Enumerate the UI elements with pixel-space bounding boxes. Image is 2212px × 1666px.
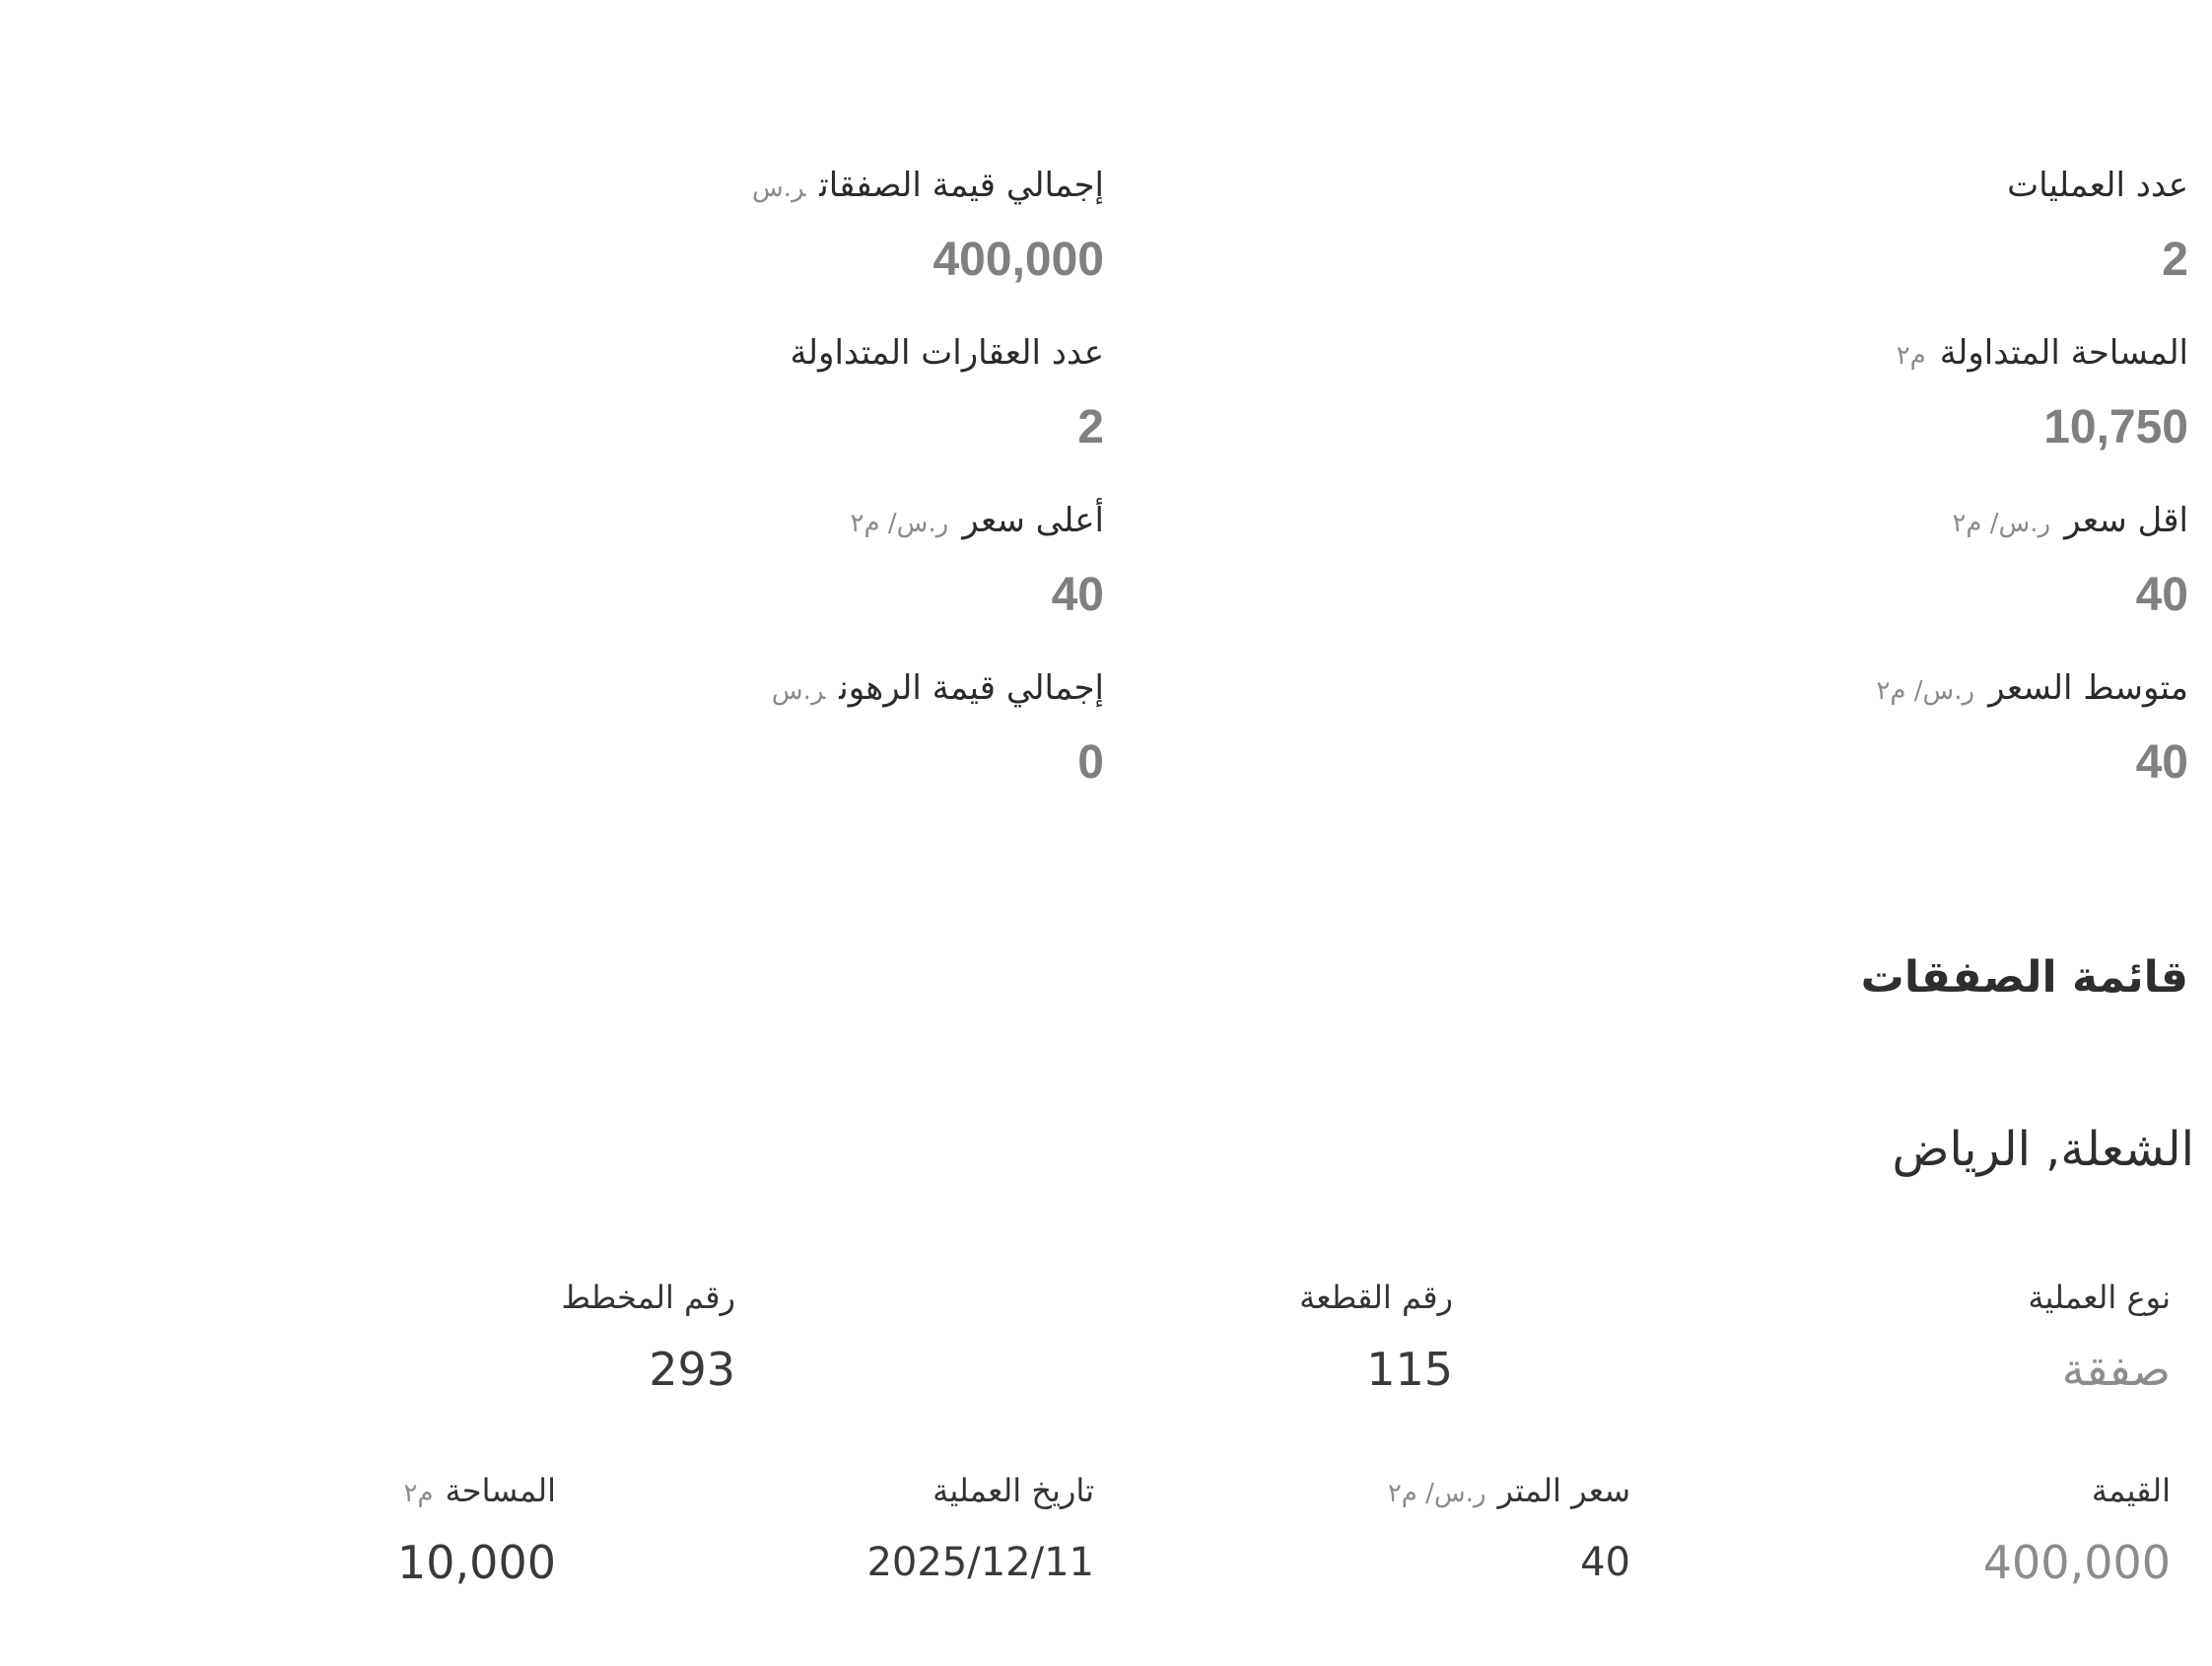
stat-total-deals-value-label [752,164,1104,210]
stat-traded-properties-label [790,331,1104,375]
stat-lowest-price-label [1952,499,2188,545]
deal-price-per-meter-label-text: سعر المتر [1497,1472,1630,1509]
deal-price-per-meter-label [1388,1469,1630,1515]
stat-traded-area-unit: م٢ [1896,341,1926,371]
deal-operation-type-label: نوع العملية [2028,1279,2171,1316]
stat-average-price-label-text: متوسط السعر [1988,668,2188,708]
deal-price-per-meter-unit: ر.س/ م٢ [1387,1479,1486,1508]
deal-value-value: 400,000 [1982,1536,2171,1589]
deal-operation-type-value: صفقة [2061,1343,2171,1396]
stat-average-price-label [1876,666,2188,713]
deal-operation-date-value: 2025/12/11 [866,1540,1094,1585]
stat-operations-count-value: 2 [2162,234,2188,286]
deal-plot-number-label: رقم القطعة [1299,1279,1453,1316]
stat-traded-area-label [1897,331,2188,378]
stat-highest-price-unit: ر.س/ م٢ [850,509,949,538]
deals-section-title: قائمة الصفقات [1860,952,2188,1003]
stat-highest-price-label-text: أعلى سعر [962,501,1104,540]
deal-operation-date-label: تاريخ العملية [933,1472,1094,1509]
deal-area-label-text: المساحة [445,1472,556,1509]
stat-total-deals-value-label-text: إجمالي قيمة الصفقات [819,166,1104,205]
stat-lowest-price-value: 40 [2135,569,2188,621]
deal-location: الشعلة, الرياض [1892,1122,2194,1177]
stat-traded-area-label-text: المساحة المتداولة [1939,333,2188,373]
stat-total-deals-value-unit: ر.س [751,174,806,203]
stat-traded-properties-value: 2 [1077,401,1104,453]
deal-area-unit: م٢ [403,1479,434,1508]
stat-lowest-price-unit: ر.س/ م٢ [1952,509,2051,538]
stat-highest-price-label [851,499,1104,545]
stat-total-mortgage-label-text: إجمالي قيمة الرهون [839,668,1104,708]
stat-total-mortgage-value: 0 [1077,736,1104,789]
stat-total-mortgage-unit: ر.س [771,676,826,706]
stat-total-deals-value-value: 400,000 [933,234,1104,286]
stat-total-mortgage-label [772,666,1104,713]
deal-plan-number-value: 293 [649,1343,735,1396]
deal-plan-number-label: رقم المخطط [561,1279,735,1316]
deal-value-label: القيمة [2091,1472,2171,1509]
stat-average-price-unit: ر.س/ م٢ [1876,676,1975,706]
stat-traded-area-value: 10,750 [2043,401,2188,453]
stat-average-price-value: 40 [2135,736,2188,789]
deal-area-value: 10,000 [397,1536,556,1589]
stat-lowest-price-label-text: اقل سعر [2064,501,2188,540]
stat-operations-count-label-text: عدد العمليات [2007,166,2188,205]
deal-price-per-meter-value: 40 [1580,1540,1630,1585]
stat-traded-properties-label-text: عدد العقارات المتداولة [790,333,1104,373]
stat-highest-price-value: 40 [1051,569,1104,621]
stat-operations-count-label [2007,164,2188,207]
deal-area-label [404,1469,556,1515]
deal-plot-number-value: 115 [1366,1343,1453,1396]
